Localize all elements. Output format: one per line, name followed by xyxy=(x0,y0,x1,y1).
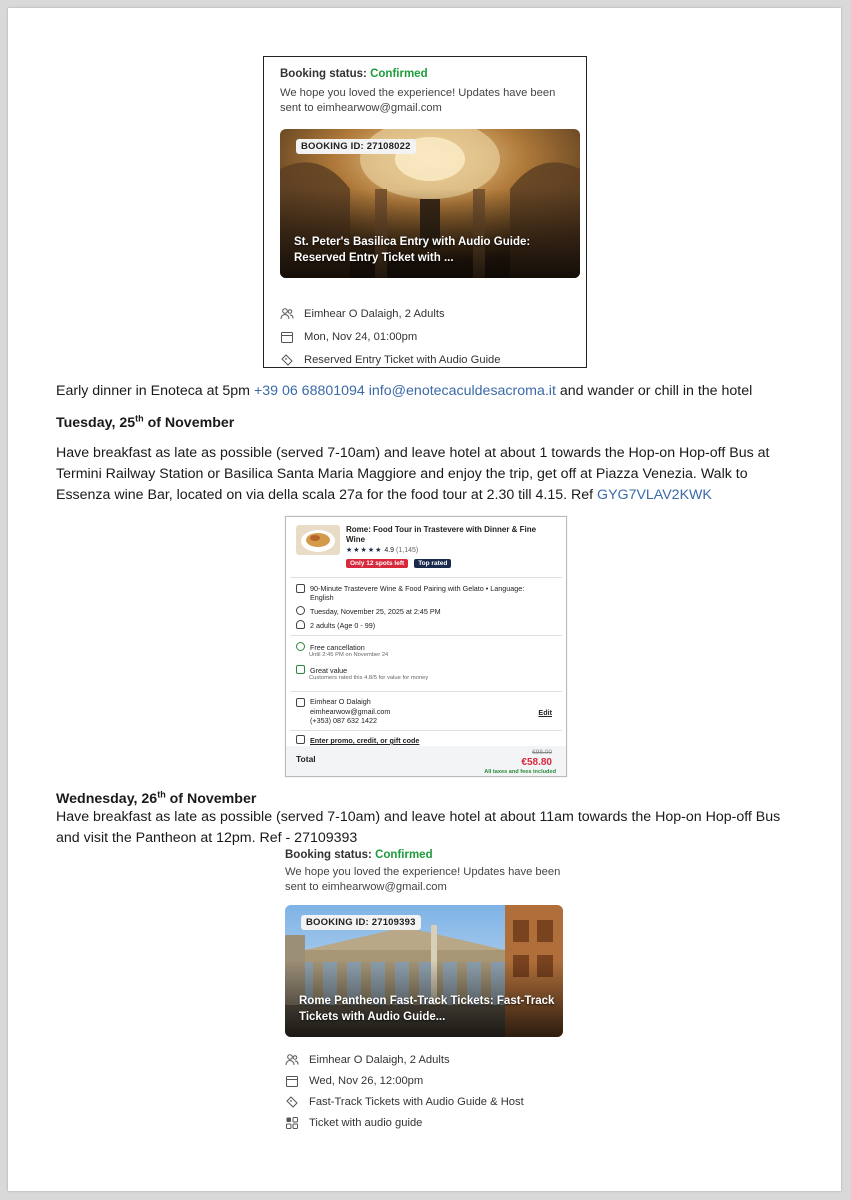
ticket-row: Reserved Entry Ticket with Audio Guide xyxy=(280,353,501,367)
divider xyxy=(290,730,562,731)
star-rating: ★★★★★ xyxy=(346,547,383,554)
cancellation-row: Free cancellation Until 2:45 PM on November 24 xyxy=(296,642,558,658)
datetime-row: Mon, Nov 24, 01:00pm xyxy=(280,330,417,344)
thumbs-up-icon xyxy=(296,665,305,674)
heading-tuesday: Tuesday, 25th of November xyxy=(56,413,235,431)
booking-status-2: Booking status: Confirmed xyxy=(285,849,433,861)
divider xyxy=(290,691,562,692)
tour-title-2[interactable]: Rome Pantheon Fast-Track Tickets: Fast-Track Tickets with Audio Guide... xyxy=(299,995,555,1023)
dinner-paragraph: Early dinner in Enoteca at 5pm +39 06 68801094 info@enotecaculdesacroma.it and wander or chill in the hotel xyxy=(56,383,753,399)
restaurant-phone-link[interactable]: +39 06 68801094 xyxy=(253,383,365,399)
booking-id-badge-2: BOOKING ID: 27109393 xyxy=(301,915,421,930)
booking-ref-link[interactable]: GYG7VLAV2KWK xyxy=(597,487,712,503)
contact-icon xyxy=(296,698,305,707)
pantheon-photo xyxy=(285,905,563,1037)
option-row: 90-Minute Trastevere Wine & Food Pairing with Gelato • Language: English xyxy=(296,584,558,602)
people-icon xyxy=(285,1053,299,1067)
ticket-type-row: Ticket with audio guide xyxy=(285,1116,422,1130)
spots-left-badge: Only 12 spots left xyxy=(346,559,408,568)
people-icon xyxy=(296,620,305,629)
date-row: Tuesday, November 25, 2025 at 2:45 PM xyxy=(296,606,558,616)
datetime-row-2: Wed, Nov 26, 12:00pm xyxy=(285,1074,423,1088)
ticket-icon xyxy=(285,1095,299,1109)
tuesday-paragraph: Have breakfast as late as possible (served 7-10am) and leave hotel at about 1 towards the Hop-on Hop-off Bus at Termini Railway Station or Basilica Santa Maria Maggiore and enjoy the trip, get off at Piazza Venezia. Walk to Essenza wine Bar, located on via della scala 27a for the food tour at 2.30 till 4.15. Ref GYG7VLAV2KWK xyxy=(56,445,770,503)
grid-icon xyxy=(285,1116,299,1130)
contact-row: Eimhear O Dalaigh eimhearwow@gmail.com (+353) 087 632 1422 xyxy=(296,697,558,726)
ticket-row-2: Fast-Track Tickets with Audio Guide & Host xyxy=(285,1095,524,1109)
tour-title[interactable]: St. Peter's Basilica Entry with Audio Guide: Reserved Entry Ticket with ... xyxy=(294,236,531,264)
gift-icon xyxy=(296,735,305,744)
top-rated-badge: Top rated xyxy=(414,559,451,568)
booking-message-2: We hope you loved the experience! Updates have been sent to eimhearwow@gmail.com xyxy=(285,866,561,893)
status-confirmed: Confirmed xyxy=(370,68,428,80)
taxes-note: All taxes and fees included xyxy=(484,769,556,775)
people-icon xyxy=(280,307,294,321)
document-page xyxy=(8,8,841,1191)
status-confirmed-2: Confirmed xyxy=(375,849,433,861)
clock-icon xyxy=(296,606,305,615)
heading-wednesday: Wednesday, 26th of November xyxy=(56,789,257,807)
food-thumbnail xyxy=(296,525,340,555)
calendar-icon xyxy=(285,1074,299,1088)
guests-row-2: Eimhear O Dalaigh, 2 Adults xyxy=(285,1053,450,1067)
booking-message: We hope you loved the experience! Updates have been sent to eimhearwow@gmail.com xyxy=(280,87,556,114)
calendar-icon xyxy=(280,330,294,344)
ticket-icon xyxy=(280,353,294,367)
tag-icon xyxy=(296,584,305,593)
divider xyxy=(290,635,562,636)
wednesday-paragraph: Have breakfast as late as possible (served 7-10am) and leave hotel at about 11am towards the Hop-on Hop-off Bus and visit the Pantheon at 12pm. Ref - 27109393 xyxy=(56,809,781,846)
check-circle-icon xyxy=(296,642,305,651)
booking-id-badge: BOOKING ID: 27108022 xyxy=(296,139,416,154)
restaurant-email-link[interactable]: info@enotecaculdesacroma.it xyxy=(368,383,556,399)
guests-row: Eimhear O Dalaigh, 2 Adults xyxy=(280,307,445,321)
badges xyxy=(346,558,451,568)
basilica-photo xyxy=(280,129,580,278)
total-price: €58.80 xyxy=(521,757,552,768)
divider xyxy=(290,577,562,578)
total-bar xyxy=(286,746,566,776)
edit-contact-button[interactable]: Edit xyxy=(538,708,552,717)
total-label: Total xyxy=(296,754,316,764)
promo-code-link[interactable]: Enter promo, credit, or gift code xyxy=(296,735,558,745)
booking-card-st-peters xyxy=(263,56,587,368)
booking-status: Booking status: Confirmed xyxy=(280,68,428,80)
food-tour-title[interactable]: Rome: Food Tour in Trastevere with Dinner & Fine Wine xyxy=(346,525,537,544)
value-row: Great value Customers rated this 4.8/5 for value for money xyxy=(296,665,558,681)
rating-row: ★★★★★ 4.9 (1,145) xyxy=(346,547,419,554)
participants-row: 2 adults (Age 0 - 99) xyxy=(296,620,558,630)
food-tour-card xyxy=(285,516,567,777)
old-price: €98.00 xyxy=(532,749,552,756)
